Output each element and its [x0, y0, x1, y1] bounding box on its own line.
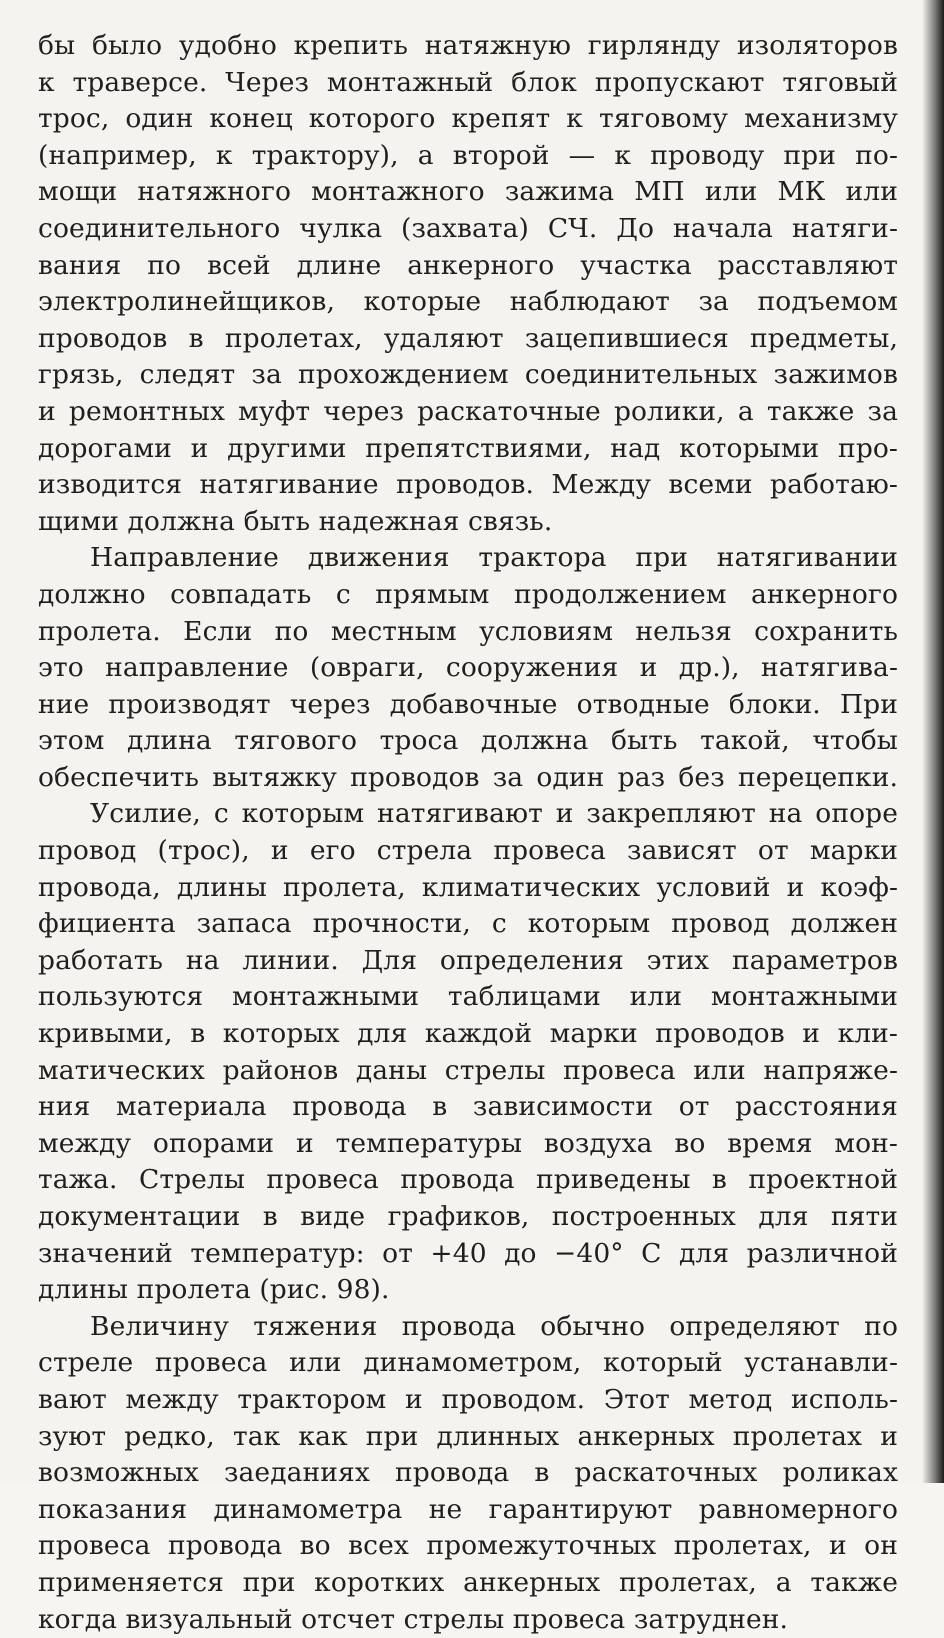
text-line: документации в виде графиков, построенных для пяти [38, 1201, 898, 1232]
paragraph-3 [38, 796, 898, 1308]
text-line: трос, один конец которого крепят к тяговому механизму [38, 103, 898, 135]
text-line: Направление движения трактора при натягивании [90, 542, 898, 574]
text-line: электролинейщиков, которые наблюдают за подъемом [38, 286, 898, 318]
paragraph-1 [38, 28, 898, 540]
text-line: (например, к трактору), а второй — к проводу при по- [38, 139, 898, 171]
text-line: к траверсе. Через монтажный блок пропускают тяговый [38, 66, 898, 98]
text-line: грязь, следят за прохождением соединительных зажимов [38, 359, 898, 391]
text-line: должно совпадать с прямым продолжением анкерного [38, 578, 898, 610]
text-line: ния материала провода в зависимости от расстояния [38, 1091, 898, 1123]
text-line: вают между трактором и проводом. Этот метод исполь- [38, 1383, 898, 1415]
text-line: стреле провеса или динамометром, который устанавли- [38, 1347, 898, 1379]
paragraph-4 [38, 1309, 898, 1638]
page-text [38, 28, 898, 1638]
text-line: кривыми, в которых для каждой марки проводов и кли- [38, 1018, 898, 1050]
text-line: Усилие, с которым натягивают и закрепляют на опоре [90, 798, 898, 830]
text-line: изводится натягивание проводов. Между всеми работаю- [38, 469, 898, 501]
text-line: обеспечить вытяжку проводов за один раз без перецепки. [38, 761, 898, 793]
text-line: проводов в пролетах, удаляют зацепившиеся предметы, [38, 322, 898, 354]
text-line: Величину тяжения провода обычно определяют по [90, 1310, 898, 1342]
text-line: этом длина тягового троса должна быть такой, чтобы [38, 725, 898, 757]
text-line: мощи натяжного монтажного зажима МП или МК или [38, 176, 898, 208]
text-line: пользуются монтажными таблицами или монтажными [38, 981, 898, 1013]
text-line: зуют редко, так как при длинных анкерных пролетах и [38, 1420, 898, 1452]
text-line: провеса провода во всех промежуточных пролетах, и он [38, 1530, 898, 1562]
text-line: пролета. Если по местным условиям нельзя сохранить [38, 615, 898, 647]
text-line: между опорами и температуры воздуха во время мон- [38, 1127, 898, 1159]
text-line: длины пролета (рис. 98). [38, 1274, 390, 1306]
text-line: работать на линии. Для определения этих параметров [38, 944, 898, 976]
text-line: это направление (овраги, сооружения и др.), натягива- [38, 652, 898, 684]
page-edge-shadow [922, 0, 944, 1483]
text-line: вания по всей длине анкерного участка расставляют [38, 249, 898, 281]
text-line: щими должна быть надежная связь. [38, 505, 553, 537]
text-line: ние производят через добавочные отводные блоки. При [38, 688, 898, 720]
text-line: дорогами и другими препятствиями, над которыми про- [38, 432, 898, 464]
text-line: провод (трос), и его стрела провеса зависят от марки [38, 835, 898, 867]
text-line: когда визуальный отсчет стрелы провеса затруднен. [38, 1603, 789, 1635]
text-line: возможных заеданиях провода в раскаточных роликах [38, 1457, 898, 1489]
text-line: значений температур: от +40 до −40° С для различной [38, 1237, 898, 1269]
text-line: бы было удобно крепить натяжную гирлянду изоляторов [38, 30, 898, 61]
text-line: показания динамометра не гарантируют равномерного [38, 1493, 898, 1525]
text-line: соединительного чулка (захвата) СЧ. До начала натяги- [38, 212, 898, 244]
text-line: провода, длины пролета, климатических условий и коэф- [38, 871, 898, 903]
paragraph-2 [38, 540, 898, 796]
text-line: фициента запаса прочности, с которым провод должен [38, 908, 898, 940]
text-line: применяется при коротких анкерных пролетах, а также [38, 1566, 898, 1598]
text-line: и ремонтных муфт через раскаточные ролики, а также за [38, 395, 898, 427]
text-line: тажа. Стрелы провеса провода приведены в проектной [38, 1164, 898, 1196]
text-line: матических районов даны стрелы провеса или напряже- [38, 1054, 898, 1086]
